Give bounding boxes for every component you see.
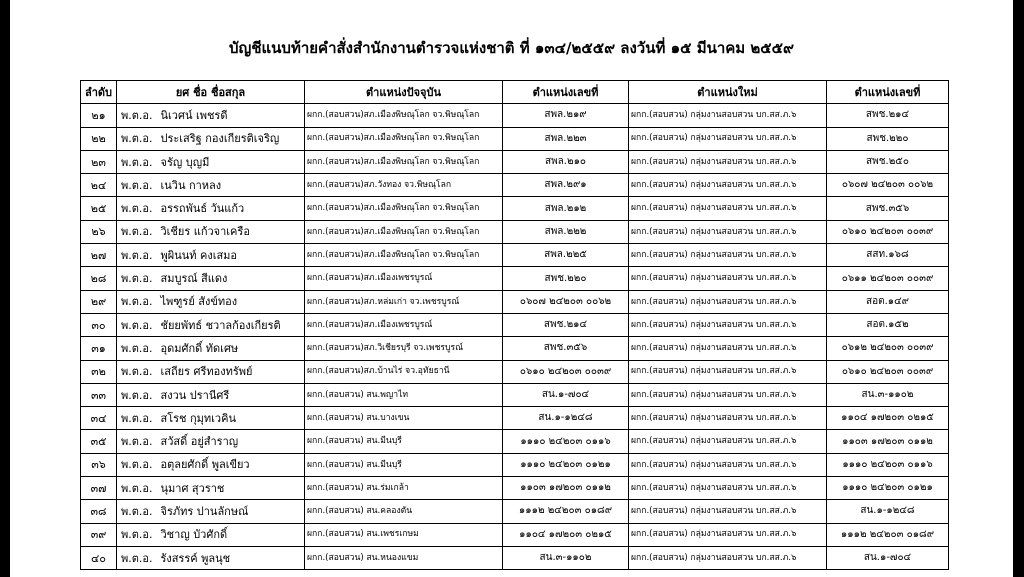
cell-current-position-no: สพช.๒๑๔ xyxy=(503,313,629,336)
cell-new-position-no: ๐๖๑๐ ๒๔๒๐๓ ๐๐๓๙ xyxy=(827,220,949,243)
cell-rank: พ.ต.อ. xyxy=(121,178,153,192)
cell-new-position-no: สน.๑-๗๐๔ xyxy=(827,546,949,569)
cell-name xyxy=(117,104,305,127)
cell-new-position: ผกก.(สอบสวน) กลุ่มงานสอบสวน บก.สส.ภ.๖ xyxy=(629,244,827,267)
cell-name xyxy=(117,150,305,173)
cell-fullname: นุมาศ สุวราช xyxy=(160,481,225,495)
cell-name xyxy=(117,197,305,220)
cell-new-position: ผกก.(สอบสวน) กลุ่มงานสอบสวน บก.สส.ภ.๖ xyxy=(629,360,827,383)
table-row xyxy=(81,383,949,406)
header-name: ยศ ชื่อ ชื่อสกุล xyxy=(117,81,305,104)
header-current-position-no: ตำแหน่งเลขที่ xyxy=(503,81,629,104)
header-new-position-no: ตำแหน่งเลขที่ xyxy=(827,81,949,104)
table-body xyxy=(81,104,949,570)
header-current-position: ตำแหน่งปัจจุบัน xyxy=(305,81,503,104)
cell-current-position-no: สพล.๒๙๑ xyxy=(503,174,629,197)
cell-current-position-no: สพช.๒๒๐ xyxy=(503,267,629,290)
table-row xyxy=(81,150,949,173)
cell-current-position-no: ๐๖๑๐ ๒๔๒๐๓ ๐๐๓๙ xyxy=(503,360,629,383)
cell-name xyxy=(117,267,305,290)
cell-order: ๓๑ xyxy=(81,337,117,360)
cell-current-position-no: ๑๑๐๔ ๑๗๒๐๓ ๐๒๑๕ xyxy=(503,523,629,546)
table-row xyxy=(81,360,949,383)
document-title: บัญชีแนบท้ายคำสั่งสำนักงานตำรวจแห่งชาติ ที่ ๑๓๔/๒๕๕๙ ลงวันที่ ๑๕ มีนาคม ๒๕๕๙ xyxy=(229,39,794,57)
personnel-table xyxy=(80,80,949,570)
table-row xyxy=(81,267,949,290)
cell-order: ๒๙ xyxy=(81,290,117,313)
cell-new-position-no: สน.๑-๑๒๔๘ xyxy=(827,500,949,523)
cell-current-position: ผกก.(สอบสวน) สน.บางเขน xyxy=(305,407,503,430)
cell-new-position: ผกก.(สอบสวน) กลุ่มงานสอบสวน บก.สส.ภ.๖ xyxy=(629,383,827,406)
table-row xyxy=(81,104,949,127)
cell-new-position-no: ๑๑๑๐ ๒๔๒๐๓ ๐๑๒๑ xyxy=(827,477,949,500)
cell-rank: พ.ต.อ. xyxy=(121,435,153,449)
cell-current-position: ผกก.(สอบสวน)สภ.เมืองเพชรบูรณ์ xyxy=(305,313,503,336)
cell-new-position-no: ๑๑๑๐ ๒๔๒๐๓ ๐๑๑๖ xyxy=(827,453,949,476)
cell-new-position: ผกก.(สอบสวน) กลุ่มงานสอบสวน บก.สส.ภ.๖ xyxy=(629,313,827,336)
cell-rank: พ.ต.อ. xyxy=(121,551,153,565)
cell-new-position: ผกก.(สอบสวน) กลุ่มงานสอบสวน บก.สส.ภ.๖ xyxy=(629,523,827,546)
cell-new-position: ผกก.(สอบสวน) กลุ่มงานสอบสวน บก.สส.ภ.๖ xyxy=(629,337,827,360)
cell-name xyxy=(117,430,305,453)
cell-order: ๒๑ xyxy=(81,104,117,127)
cell-new-position-no: สน.๓-๑๑๐๒ xyxy=(827,383,949,406)
cell-fullname: วิชาญ บัวศักดิ์ xyxy=(160,528,228,542)
cell-new-position: ผกก.(สอบสวน) กลุ่มงานสอบสวน บก.สส.ภ.๖ xyxy=(629,197,827,220)
cell-rank: พ.ต.อ. xyxy=(121,504,153,518)
cell-current-position-no: ๑๑๑๒ ๒๔๒๐๓ ๐๑๘๙ xyxy=(503,500,629,523)
cell-new-position: ผกก.(สอบสวน) กลุ่มงานสอบสวน บก.สส.ภ.๖ xyxy=(629,290,827,313)
cell-new-position-no: ๐๖๑๐ ๒๔๒๐๓ ๐๐๓๙ xyxy=(827,360,949,383)
cell-current-position: ผกก.(สอบสวน)สภ.วังทอง จว.พิษณุโลก xyxy=(305,174,503,197)
cell-rank: พ.ต.อ. xyxy=(121,248,153,262)
cell-fullname: สงวน ปรานีศรี xyxy=(160,388,230,402)
table-row xyxy=(81,174,949,197)
cell-new-position: ผกก.(สอบสวน) กลุ่มงานสอบสวน บก.สส.ภ.๖ xyxy=(629,477,827,500)
cell-current-position: ผกก.(สอบสวน)สภ.เมืองพิษณุโลก จว.พิษณุโลก xyxy=(305,197,503,220)
cell-name xyxy=(117,313,305,336)
cell-rank: พ.ต.อ. xyxy=(121,132,153,146)
cell-order: ๓๘ xyxy=(81,500,117,523)
cell-fullname: รังสรรค์ พูลนุช xyxy=(160,551,231,565)
cell-new-position-no: สสท.๑๖๘ xyxy=(827,244,949,267)
cell-rank: พ.ต.อ. xyxy=(121,318,153,332)
cell-order: ๒๘ xyxy=(81,267,117,290)
cell-fullname: เนวิน กาหลง xyxy=(160,178,222,192)
cell-current-position: ผกก.(สอบสวน) สน.เพชรเกษม xyxy=(305,523,503,546)
cell-fullname: ชัยยพัทธ์ ชวาลก้องเกียรติ xyxy=(160,318,281,332)
cell-current-position-no: สพล.๒๒๕ xyxy=(503,244,629,267)
cell-current-position: ผกก.(สอบสวน) สน.มีนบุรี xyxy=(305,430,503,453)
cell-new-position-no: ๑๑๐๓ ๑๗๒๐๓ ๐๑๑๒ xyxy=(827,430,949,453)
cell-fullname: สมบูรณ์ สีแดง xyxy=(160,272,228,286)
cell-order: ๓๕ xyxy=(81,430,117,453)
table-row xyxy=(81,127,949,150)
cell-name xyxy=(117,546,305,569)
table-row xyxy=(81,523,949,546)
cell-fullname: สโรช กุมุทเวคิน xyxy=(160,411,236,425)
cell-new-position: ผกก.(สอบสวน) กลุ่มงานสอบสวน บก.สส.ภ.๖ xyxy=(629,546,827,569)
cell-order: ๒๔ xyxy=(81,174,117,197)
cell-current-position-no: สพล.๒๒๒ xyxy=(503,220,629,243)
cell-current-position-no: สน.๑-๑๒๔๘ xyxy=(503,407,629,430)
cell-rank: พ.ต.อ. xyxy=(121,365,153,379)
cell-name xyxy=(117,453,305,476)
cell-order: ๒๓ xyxy=(81,150,117,173)
cell-fullname: ไพฑูรย์ สังข์ทอง xyxy=(160,295,238,309)
cell-name xyxy=(117,290,305,313)
table-row xyxy=(81,220,949,243)
cell-rank: พ.ต.อ. xyxy=(121,155,153,169)
cell-rank: พ.ต.อ. xyxy=(121,295,153,309)
cell-new-position-no: สพช.๒๑๔ xyxy=(827,104,949,127)
cell-current-position-no: สพช.๓๕๖ xyxy=(503,337,629,360)
cell-order: ๒๕ xyxy=(81,197,117,220)
cell-rank: พ.ต.อ. xyxy=(121,225,153,239)
cell-current-position-no: สน.๑-๗๐๔ xyxy=(503,383,629,406)
cell-new-position-no: ๑๑๑๒ ๒๔๒๐๓ ๐๑๘๙ xyxy=(827,523,949,546)
cell-new-position-no: ๐๖๑๑ ๒๔๒๐๓ ๐๐๓๙ xyxy=(827,267,949,290)
document-page xyxy=(10,0,1013,577)
cell-current-position-no: สพล.๒๑๙ xyxy=(503,104,629,127)
cell-new-position: ผกก.(สอบสวน) กลุ่มงานสอบสวน บก.สส.ภ.๖ xyxy=(629,150,827,173)
cell-current-position: ผกก.(สอบสวน) สน.ร่มเกล้า xyxy=(305,477,503,500)
cell-rank: พ.ต.อ. xyxy=(121,411,153,425)
cell-current-position: ผกก.(สอบสวน)สภ.วิเชียรบุรี จว.เพชรบูรณ์ xyxy=(305,337,503,360)
cell-rank: พ.ต.อ. xyxy=(121,528,153,542)
cell-current-position: ผกก.(สอบสวน) สน.คลองตัน xyxy=(305,500,503,523)
table-header-row xyxy=(81,81,949,104)
cell-new-position: ผกก.(สอบสวน) กลุ่มงานสอบสวน บก.สส.ภ.๖ xyxy=(629,104,827,127)
cell-fullname: สวัสดิ์ อยู่สำราญ xyxy=(160,435,239,449)
cell-fullname: นิเวศน์ เพชรดี xyxy=(160,108,228,122)
cell-current-position: ผกก.(สอบสวน)สภ.เมืองพิษณุโลก จว.พิษณุโลก xyxy=(305,220,503,243)
cell-rank: พ.ต.อ. xyxy=(121,458,153,472)
cell-current-position-no: ๑๑๑๐ ๒๔๒๐๓ ๐๑๑๖ xyxy=(503,430,629,453)
cell-order: ๓๔ xyxy=(81,407,117,430)
cell-new-position-no: สพช.๒๕๐ xyxy=(827,150,949,173)
cell-rank: พ.ต.อ. xyxy=(121,388,153,402)
cell-new-position: ผกก.(สอบสวน) กลุ่มงานสอบสวน บก.สส.ภ.๖ xyxy=(629,267,827,290)
table-row xyxy=(81,500,949,523)
cell-current-position: ผกก.(สอบสวน)สภ.เมืองพิษณุโลก จว.พิษณุโลก xyxy=(305,150,503,173)
cell-current-position-no: ๑๑๐๓ ๑๗๒๐๓ ๐๑๑๒ xyxy=(503,477,629,500)
cell-order: ๓๗ xyxy=(81,477,117,500)
cell-current-position: ผกก.(สอบสวน) สน.มีนบุรี xyxy=(305,453,503,476)
cell-new-position: ผกก.(สอบสวน) กลุ่มงานสอบสวน บก.สส.ภ.๖ xyxy=(629,220,827,243)
table-row xyxy=(81,477,949,500)
cell-order: ๓๙ xyxy=(81,523,117,546)
cell-name xyxy=(117,244,305,267)
cell-current-position: ผกก.(สอบสวน)สภ.เมืองพิษณุโลก จว.พิษณุโลก xyxy=(305,244,503,267)
cell-new-position: ผกก.(สอบสวน) กลุ่มงานสอบสวน บก.สส.ภ.๖ xyxy=(629,174,827,197)
cell-fullname: จิรภัทร ปานลักษณ์ xyxy=(160,504,249,518)
cell-name xyxy=(117,477,305,500)
cell-name xyxy=(117,523,305,546)
cell-new-position: ผกก.(สอบสวน) กลุ่มงานสอบสวน บก.สส.ภ.๖ xyxy=(629,407,827,430)
cell-new-position-no: สอต.๑๔๙ xyxy=(827,290,949,313)
table-row xyxy=(81,197,949,220)
cell-name xyxy=(117,337,305,360)
cell-name xyxy=(117,383,305,406)
cell-current-position: ผกก.(สอบสวน) สน.หนองแขม xyxy=(305,546,503,569)
cell-current-position-no: สพล.๒๑๒ xyxy=(503,197,629,220)
cell-fullname: เสถียร ศรีทองทรัพย์ xyxy=(160,365,253,379)
cell-new-position: ผกก.(สอบสวน) กลุ่มงานสอบสวน บก.สส.ภ.๖ xyxy=(629,430,827,453)
cell-current-position-no: สพล.๒๑๐ xyxy=(503,150,629,173)
table-row xyxy=(81,290,949,313)
cell-fullname: อุดมศักดิ์ ทัดเศษ xyxy=(160,341,239,355)
cell-rank: พ.ต.อ. xyxy=(121,202,153,216)
cell-fullname: ประเสริฐ กองเกียรติเจริญ xyxy=(160,132,280,146)
cell-rank: พ.ต.อ. xyxy=(121,481,153,495)
cell-order: ๓๓ xyxy=(81,383,117,406)
cell-fullname: อตุลยศักดิ์ พูลเขียว xyxy=(160,458,250,472)
header-order: ลำดับ xyxy=(81,81,117,104)
cell-current-position: ผกก.(สอบสวน)สภ.หล่มเก่า จว.เพชรบูรณ์ xyxy=(305,290,503,313)
cell-new-position: ผกก.(สอบสวน) กลุ่มงานสอบสวน บก.สส.ภ.๖ xyxy=(629,500,827,523)
cell-order: ๔๐ xyxy=(81,546,117,569)
cell-current-position-no: สน.๓-๑๑๐๒ xyxy=(503,546,629,569)
cell-name xyxy=(117,174,305,197)
cell-fullname: วิเชียร แก้วจาเครือ xyxy=(160,225,250,239)
table-row xyxy=(81,313,949,336)
cell-order: ๓๒ xyxy=(81,360,117,383)
table-row xyxy=(81,430,949,453)
cell-name xyxy=(117,220,305,243)
cell-current-position: ผกก.(สอบสวน)สภ.เมืองเพชรบูรณ์ xyxy=(305,267,503,290)
cell-name xyxy=(117,127,305,150)
table-row xyxy=(81,407,949,430)
cell-rank: พ.ต.อ. xyxy=(121,272,153,286)
cell-current-position-no: ๐๖๐๗ ๒๔๒๐๓ ๐๐๖๒ xyxy=(503,290,629,313)
cell-current-position-no: ๑๑๑๐ ๒๔๒๐๓ ๐๑๒๑ xyxy=(503,453,629,476)
cell-new-position-no: สพช.๓๕๖ xyxy=(827,197,949,220)
cell-new-position: ผกก.(สอบสวน) กลุ่มงานสอบสวน บก.สส.ภ.๖ xyxy=(629,127,827,150)
header-new-position: ตำแหน่งใหม่ xyxy=(629,81,827,104)
cell-rank: พ.ต.อ. xyxy=(121,108,153,122)
cell-new-position-no: ๐๖๑๒ ๒๔๒๐๓ ๐๐๓๙ xyxy=(827,337,949,360)
cell-fullname: จรัญ บุญมี xyxy=(160,155,210,169)
cell-name xyxy=(117,500,305,523)
cell-name xyxy=(117,407,305,430)
cell-order: ๓๐ xyxy=(81,313,117,336)
cell-name xyxy=(117,360,305,383)
cell-current-position: ผกก.(สอบสวน)สภ.เมืองพิษณุโลก จว.พิษณุโลก xyxy=(305,104,503,127)
cell-order: ๒๖ xyxy=(81,220,117,243)
cell-new-position-no: ๐๖๐๗ ๒๔๒๐๓ ๐๐๖๒ xyxy=(827,174,949,197)
cell-current-position: ผกก.(สอบสวน)สภ.บ้านไร่ จว.อุทัยธานี xyxy=(305,360,503,383)
cell-new-position-no: สอต.๑๕๒ xyxy=(827,313,949,336)
cell-rank: พ.ต.อ. xyxy=(121,341,153,355)
table-row xyxy=(81,546,949,569)
cell-current-position-no: สพล.๒๒๓ xyxy=(503,127,629,150)
cell-current-position: ผกก.(สอบสวน) สน.พญาไท xyxy=(305,383,503,406)
cell-new-position-no: ๑๑๐๔ ๑๗๒๐๓ ๐๒๑๕ xyxy=(827,407,949,430)
cell-current-position: ผกก.(สอบสวน)สภ.เมืองพิษณุโลก จว.พิษณุโลก xyxy=(305,127,503,150)
cell-order: ๓๖ xyxy=(81,453,117,476)
table-row xyxy=(81,453,949,476)
table-row xyxy=(81,244,949,267)
cell-order: ๒๗ xyxy=(81,244,117,267)
table-row xyxy=(81,337,949,360)
cell-fullname: พูผินนท์ คงเสมอ xyxy=(160,248,238,262)
cell-fullname: อรรถพันธ์ วันแก้ว xyxy=(160,202,245,216)
cell-new-position: ผกก.(สอบสวน) กลุ่มงานสอบสวน บก.สส.ภ.๖ xyxy=(629,453,827,476)
cell-new-position-no: สพช.๒๒๐ xyxy=(827,127,949,150)
cell-order: ๒๒ xyxy=(81,127,117,150)
